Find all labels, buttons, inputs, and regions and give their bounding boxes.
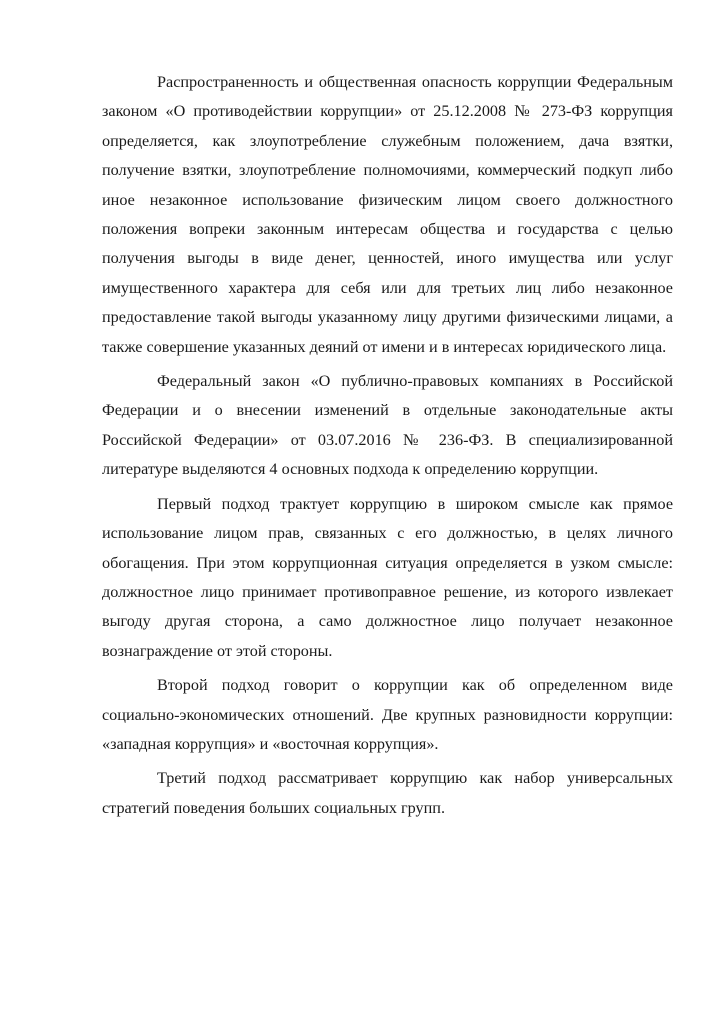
- paragraph-federal-law: Федеральный закон «О публично-правовых компаниях в Российской Федерации и о внесении изменений в отдельные законодательные акты Российской Федерации» от 03.07.2016 № 236-ФЗ. В специализированной литературе выделяются 4 основных подхода к определению коррупции.: [102, 372, 673, 479]
- document-page: [102, 68, 673, 823]
- paragraph-third-approach: Третий подход рассматривает коррупцию как набор универсальных стратегий поведения больших социальных групп.: [102, 769, 673, 817]
- paragraph-corruption-definition: Распространенность и общественная опасность коррупции Федеральным законом «О противодействии коррупции» от 25.12.2008 № 273-ФЗ коррупция определяется, как злоупотребление служебным положением, дача взятки, получение взятки, злоупотребление полномочиями, коммерческий подкуп либо иное незаконное использование физическим лицом своего должностного положения вопреки законным интересам общества и государства с целью получения выгоды в виде денег, ценностей, иного имущества или услуг имущественного характера для себя или для третьих лиц либо незаконное предоставление такой выгоды указанному лицу другими физическими лицами, а также совершение указанных деяний от имени и в интересах юридического лица.: [102, 73, 673, 356]
- paragraph-first-approach: Первый подход трактует коррупцию в широком смысле как прямое использование лицом прав, связанных с его должностью, в целях личного обогащения. При этом коррупционная ситуация определяется в узком смысле: должностное лицо принимает противоправное решение, из которого извлекает выгоду другая сторона, а само должностное лицо получает незаконное вознаграждение от этой стороны.: [102, 494, 673, 660]
- paragraph-second-approach: Второй подход говорит о коррупции как об определенном виде социально-экономических отношений. Две крупных разновидности коррупции: «западная коррупция» и «восточная коррупция».: [102, 676, 673, 753]
